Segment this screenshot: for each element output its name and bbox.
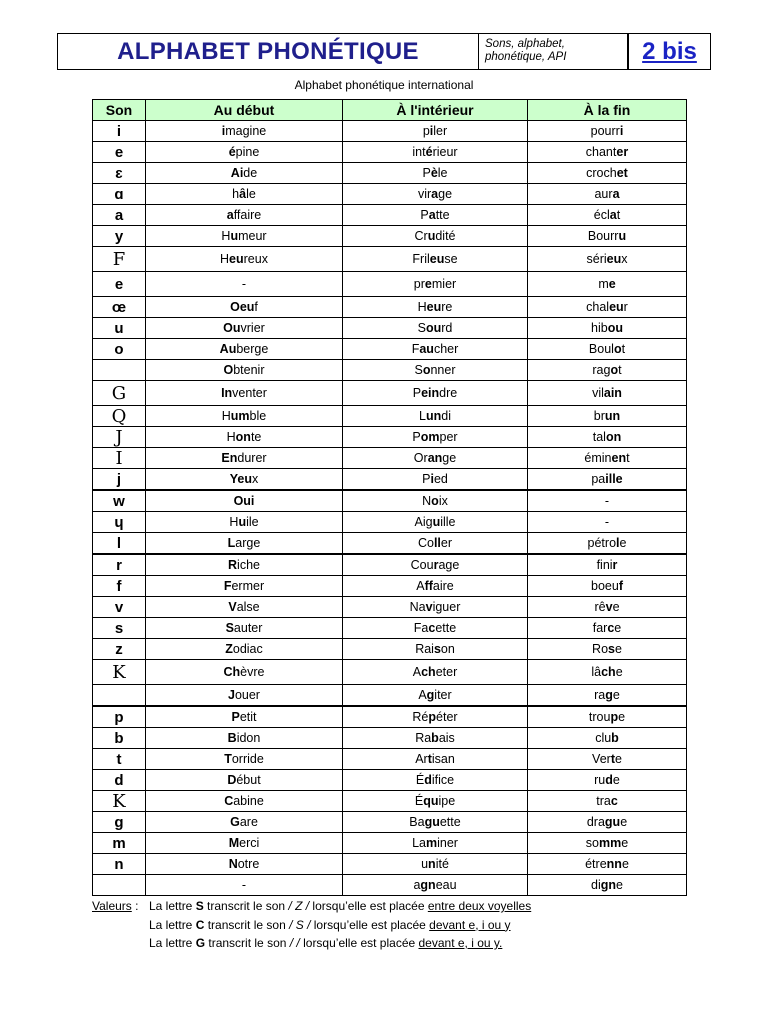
example-cell-debut: affaire [146,205,343,226]
example-cell-fin: digne [528,875,687,896]
son-cell: K [93,660,146,685]
table-header-row [93,100,687,121]
table-row [93,685,687,707]
table-row [93,360,687,381]
example-cell-debut: Petit [146,706,343,728]
example-cell-fin: boeuf [528,576,687,597]
note-line: Valeurs : La lettre S transcrit le son / Z / lorsqu’elle est placée entre deux voyelles [92,899,532,913]
table-row [93,618,687,639]
example-cell-debut: Auberge [146,339,343,360]
table-row [93,184,687,205]
table-row [93,318,687,339]
table-row [93,728,687,749]
example-cell-interieur: Rabais [343,728,528,749]
son-cell: t [93,749,146,770]
example-cell-debut: Chèvre [146,660,343,685]
example-cell-debut: Large [146,533,343,555]
table-row [93,597,687,618]
fiche-number-link[interactable]: 2 bis [642,37,697,65]
example-cell-interieur: Pied [343,469,528,491]
example-cell-interieur: Crudité [343,226,528,247]
example-cell-debut: Riche [146,554,343,576]
example-cell-debut: Honte [146,427,343,448]
example-cell-debut: Yeux [146,469,343,491]
example-cell-fin: étrenne [528,854,687,875]
example-cell-fin: drague [528,812,687,833]
son-cell: I [93,448,146,469]
example-cell-interieur: Pomper [343,427,528,448]
example-cell-debut: Ouvrier [146,318,343,339]
example-cell-interieur: Affaire [343,576,528,597]
table-row [93,406,687,427]
column-header-fin: À la fin [528,100,687,121]
son-cell: r [93,554,146,576]
example-cell-interieur: Agiter [343,685,528,707]
son-cell: G [93,381,146,406]
example-cell-interieur: Naviguer [343,597,528,618]
son-cell [93,875,146,896]
example-cell-interieur: Édifice [343,770,528,791]
example-cell-interieur: Pèle [343,163,528,184]
example-cell-debut: Aide [146,163,343,184]
example-cell-debut: Oui [146,490,343,512]
example-cell-fin: club [528,728,687,749]
example-cell-fin: chanter [528,142,687,163]
example-cell-fin: chaleur [528,297,687,318]
son-cell: o [93,339,146,360]
example-cell-interieur: Patte [343,205,528,226]
table-row [93,660,687,685]
table-row [93,639,687,660]
example-cell-interieur: Laminer [343,833,528,854]
page-subtitle: Sons, alphabet, phonétique, API [479,34,629,69]
example-cell-interieur: Peindre [343,381,528,406]
example-cell-fin: lâche [528,660,687,685]
table-row [93,854,687,875]
example-cell-fin: finir [528,554,687,576]
example-cell-interieur: Sonner [343,360,528,381]
values-notes [92,897,531,953]
example-cell-interieur: unité [343,854,528,875]
example-cell-interieur: Faucher [343,339,528,360]
table-row [93,875,687,896]
son-cell: s [93,618,146,639]
column-header-debut: Au début [146,100,343,121]
example-cell-fin: éclat [528,205,687,226]
example-cell-debut: Humeur [146,226,343,247]
son-cell [93,685,146,707]
example-cell-debut: Inventer [146,381,343,406]
example-cell-fin: Boulot [528,339,687,360]
example-cell-debut: - [146,272,343,297]
notes-label: Valeurs [92,899,132,913]
example-cell-fin: talon [528,427,687,448]
example-cell-fin: vilain [528,381,687,406]
son-cell: j [93,469,146,491]
example-cell-interieur: virage [343,184,528,205]
table-row [93,490,687,512]
example-cell-interieur: Coller [343,533,528,555]
table-row [93,749,687,770]
son-cell: e [93,272,146,297]
example-cell-interieur: Facette [343,618,528,639]
son-cell: F [93,247,146,272]
table-row [93,142,687,163]
table-row [93,812,687,833]
table-row [93,272,687,297]
example-cell-interieur: intérieur [343,142,528,163]
table-row [93,512,687,533]
example-cell-debut: Fermer [146,576,343,597]
header-box [57,33,711,70]
example-cell-debut: imagine [146,121,343,142]
table-row [93,247,687,272]
example-cell-fin: - [528,512,687,533]
son-cell: m [93,833,146,854]
example-cell-interieur: Heure [343,297,528,318]
example-cell-fin: rêve [528,597,687,618]
son-cell: i [93,121,146,142]
table-caption: Alphabet phonétique international [294,78,474,92]
son-cell: e [93,142,146,163]
example-cell-debut: Début [146,770,343,791]
example-cell-debut: Torride [146,749,343,770]
son-cell: a [93,205,146,226]
son-cell: œ [93,297,146,318]
example-cell-debut: Humble [146,406,343,427]
example-cell-fin: farce [528,618,687,639]
table-row [93,576,687,597]
column-header-interieur: À l'intérieur [343,100,528,121]
example-cell-fin: trac [528,791,687,812]
son-cell: w [93,490,146,512]
table-row [93,427,687,448]
example-cell-debut: Jouer [146,685,343,707]
example-cell-interieur: Sourd [343,318,528,339]
table-row [93,554,687,576]
example-cell-fin: pourri [528,121,687,142]
son-cell: f [93,576,146,597]
example-cell-debut: - [146,875,343,896]
son-cell: Q [93,406,146,427]
example-cell-debut: Gare [146,812,343,833]
table-row [93,163,687,184]
example-cell-fin: Verte [528,749,687,770]
example-cell-interieur: Courage [343,554,528,576]
example-cell-fin: pétrole [528,533,687,555]
table-row [93,339,687,360]
column-header-son: Son [93,100,146,121]
example-cell-fin: troupe [528,706,687,728]
example-cell-fin: brun [528,406,687,427]
example-cell-fin: éminent [528,448,687,469]
example-cell-fin: crochet [528,163,687,184]
example-cell-debut: Bidon [146,728,343,749]
table-row [93,706,687,728]
example-cell-interieur: piler [343,121,528,142]
example-cell-interieur: Aiguille [343,512,528,533]
example-cell-interieur: Artisan [343,749,528,770]
table-row [93,469,687,491]
example-cell-fin: - [528,490,687,512]
table-row [93,121,687,142]
example-cell-debut: Huile [146,512,343,533]
example-cell-fin: somme [528,833,687,854]
son-cell: ɛ [93,163,146,184]
example-cell-interieur: premier [343,272,528,297]
example-cell-fin: paille [528,469,687,491]
table-row [93,791,687,812]
example-cell-interieur: Acheter [343,660,528,685]
example-cell-fin: hibou [528,318,687,339]
example-cell-interieur: Baguette [343,812,528,833]
example-cell-interieur: agneau [343,875,528,896]
example-cell-fin: rage [528,685,687,707]
example-cell-debut: Endurer [146,448,343,469]
example-cell-fin: Rose [528,639,687,660]
example-cell-fin: aura [528,184,687,205]
son-cell: b [93,728,146,749]
table-row [93,533,687,555]
phonetic-table [92,99,687,896]
example-cell-debut: Sauter [146,618,343,639]
table-row [93,297,687,318]
son-cell: y [93,226,146,247]
example-cell-debut: Obtenir [146,360,343,381]
son-cell: v [93,597,146,618]
page-title: ALPHABET PHONÉTIQUE [58,34,479,69]
son-cell: n [93,854,146,875]
example-cell-fin: Bourru [528,226,687,247]
son-cell: l [93,533,146,555]
example-cell-interieur: Répéter [343,706,528,728]
son-cell: d [93,770,146,791]
example-cell-debut: Cabine [146,791,343,812]
example-cell-fin: me [528,272,687,297]
example-cell-interieur: Équipe [343,791,528,812]
table-row [93,770,687,791]
example-cell-debut: hâle [146,184,343,205]
son-cell: K [93,791,146,812]
son-cell: p [93,706,146,728]
example-cell-fin: sérieux [528,247,687,272]
table-row [93,226,687,247]
son-cell: z [93,639,146,660]
son-cell: ɥ [93,512,146,533]
example-cell-fin: ragot [528,360,687,381]
example-cell-debut: épine [146,142,343,163]
example-cell-debut: Zodiac [146,639,343,660]
example-cell-interieur: Frileuse [343,247,528,272]
example-cell-debut: Notre [146,854,343,875]
table-row [93,205,687,226]
example-cell-debut: Oeuf [146,297,343,318]
table-row [93,833,687,854]
son-cell [93,360,146,381]
example-cell-interieur: Lundi [343,406,528,427]
son-cell: ɑ [93,184,146,205]
son-cell: u [93,318,146,339]
example-cell-debut: Valse [146,597,343,618]
example-cell-debut: Heureux [146,247,343,272]
example-cell-interieur: Orange [343,448,528,469]
note-line: La lettre C transcrit le son / S / lorsqu’elle est placée devant e, i ou y [149,917,511,932]
table-row [93,448,687,469]
son-cell: g [93,812,146,833]
example-cell-interieur: Noix [343,490,528,512]
table-row [93,381,687,406]
example-cell-interieur: Raison [343,639,528,660]
note-line: La lettre G transcrit le son / / lorsqu’elle est placée devant e, i ou y. [149,936,503,950]
table-body [93,121,687,896]
son-cell: J [93,427,146,448]
example-cell-debut: Merci [146,833,343,854]
example-cell-fin: rude [528,770,687,791]
